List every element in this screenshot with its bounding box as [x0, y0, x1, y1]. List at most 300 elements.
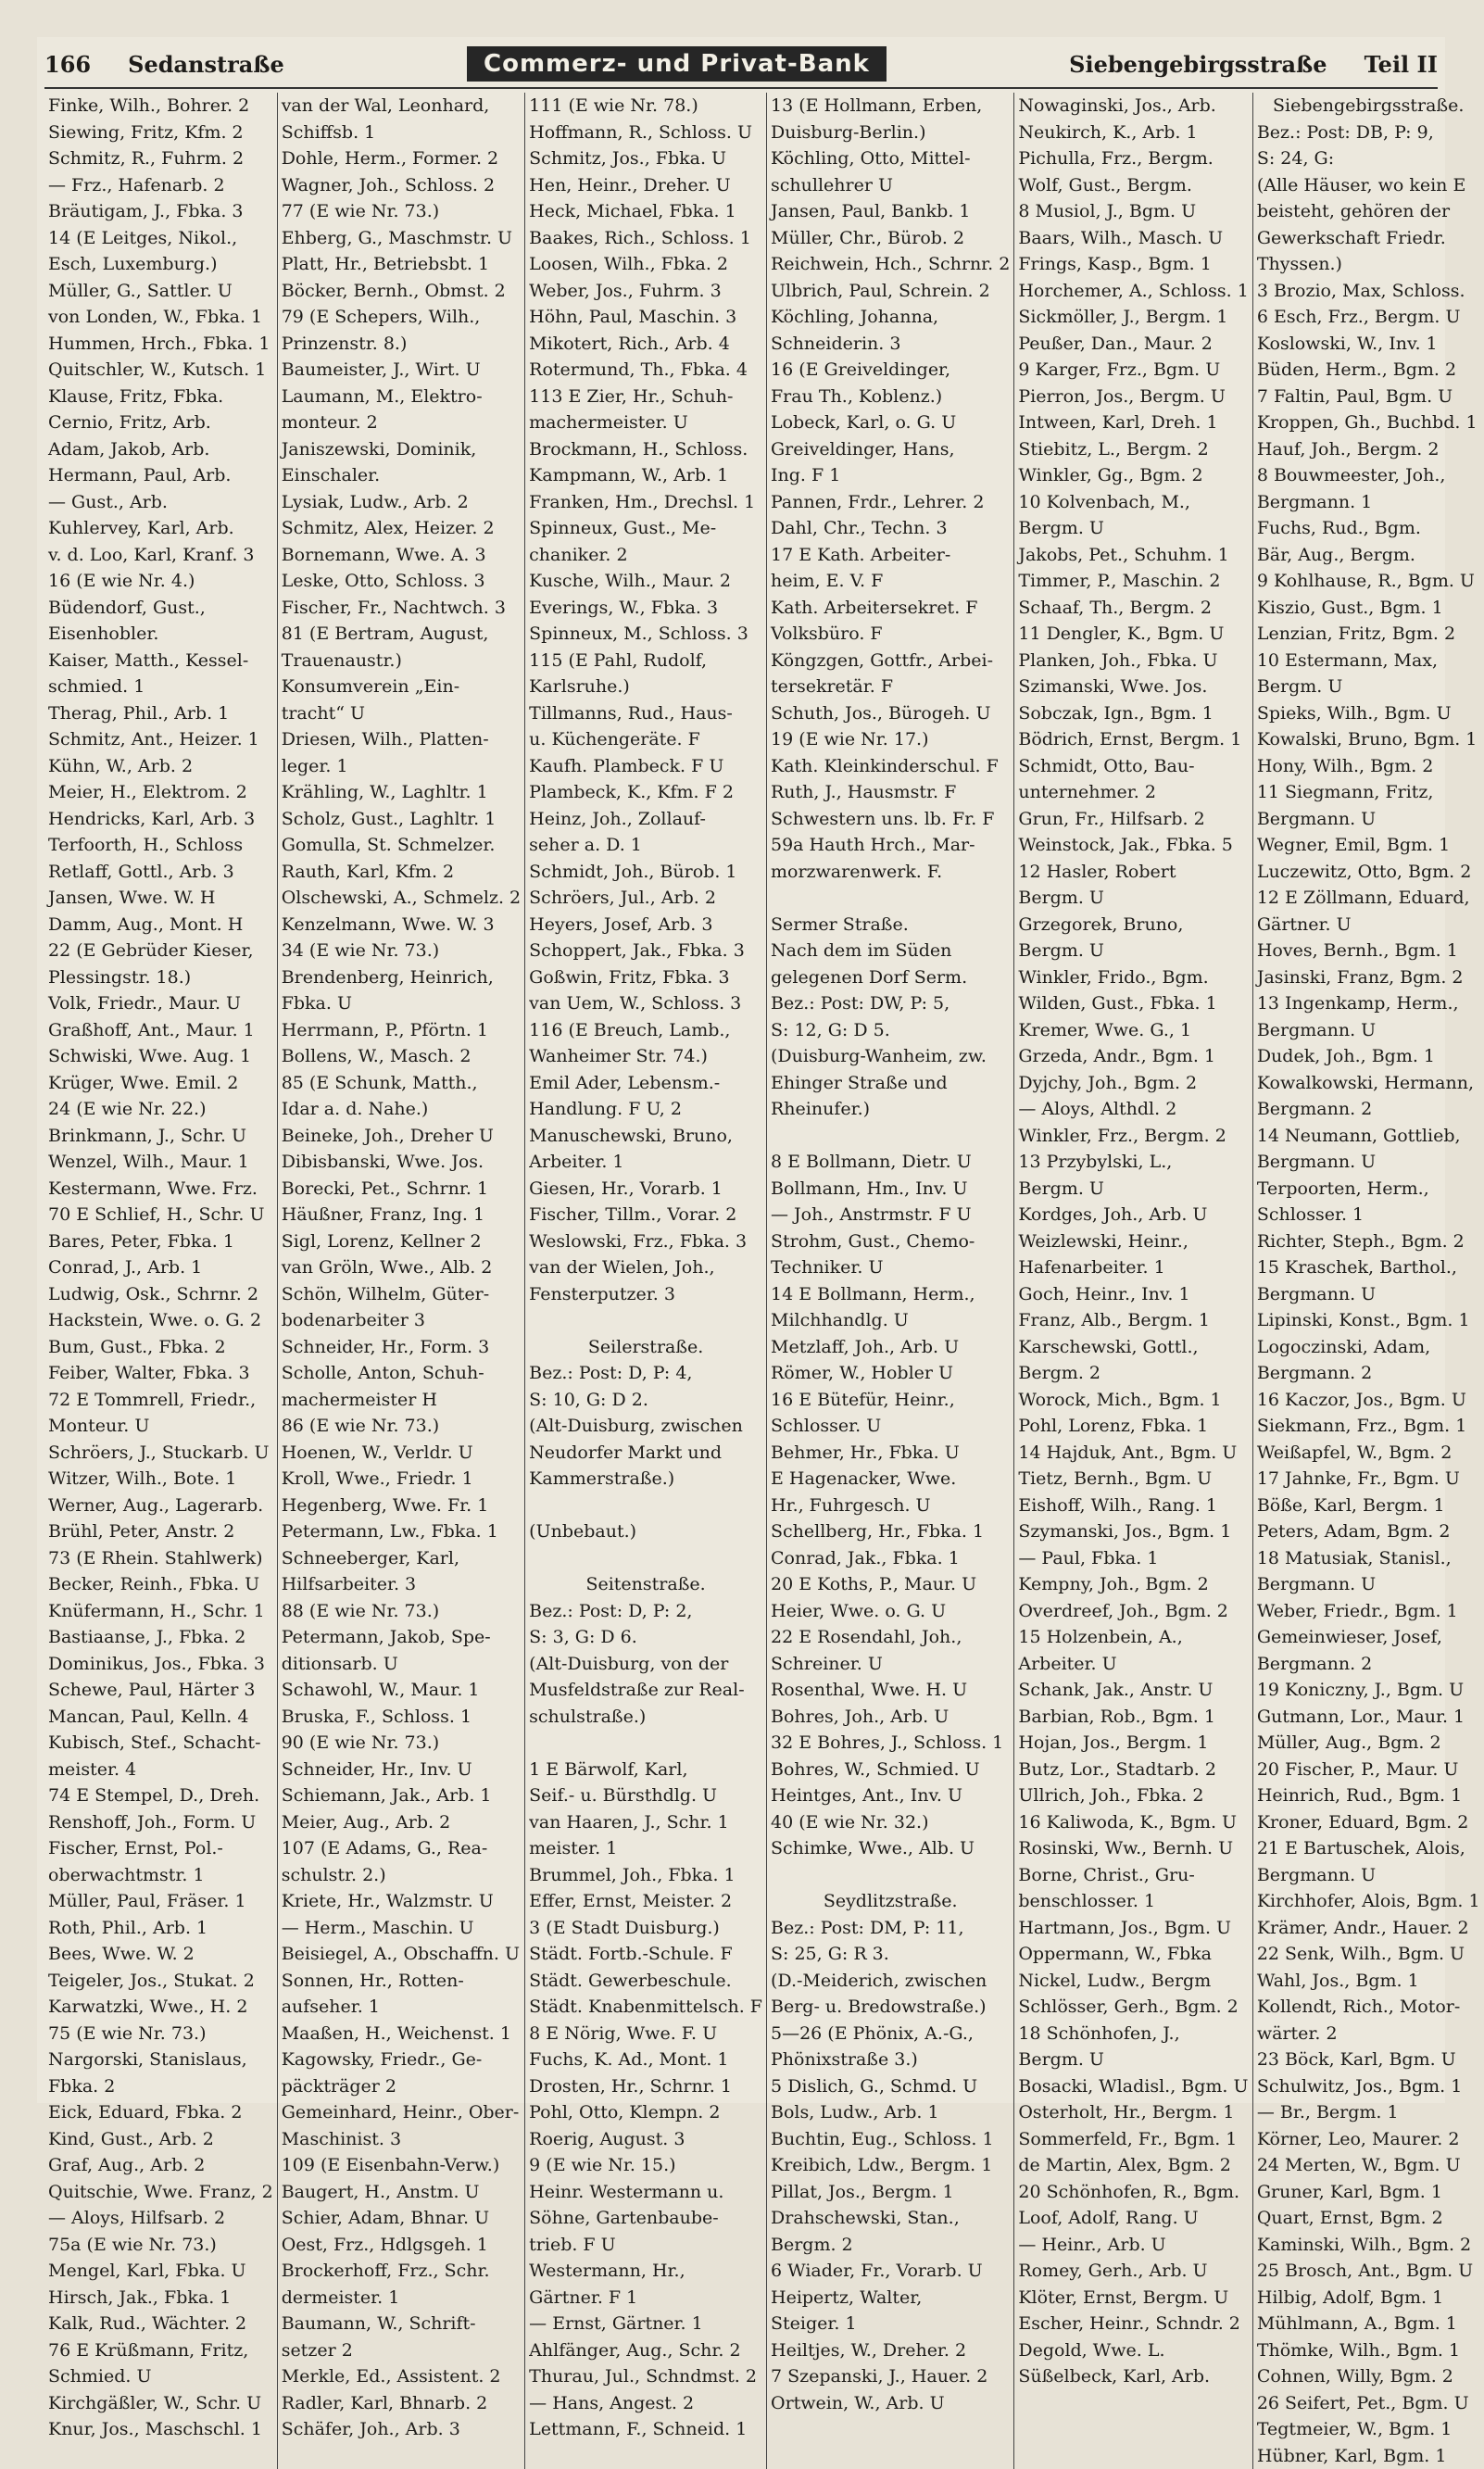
directory-entry: Lysiak, Ludw., Arb. 2: [282, 489, 521, 516]
directory-entry: Fischer, Ernst, Pol.-: [48, 1835, 273, 1862]
directory-entry: Schier, Adam, Bhnar. U: [282, 2205, 521, 2232]
directory-entry: Schröers, J., Stuckarb. U: [48, 1440, 273, 1467]
directory-entry: Reichwein, Hch., Schrnr. 2: [771, 251, 1010, 278]
directory-entry: Beineke, Joh., Dreher U: [282, 1123, 521, 1150]
directory-entry: 18 Matusiak, Stanisl.,: [1257, 1545, 1480, 1572]
directory-entry: Richter, Steph., Bgm. 2: [1257, 1228, 1480, 1255]
directory-entry: 16 E Bütefür, Heinr.,: [771, 1387, 1010, 1414]
directory-entry: Krüger, Wwe. Emil. 2: [48, 1070, 273, 1097]
directory-entry: van der Wal, Leonhard,: [282, 93, 521, 120]
directory-entry: Kirchhofer, Alois, Bgm. 1: [1257, 1888, 1480, 1915]
directory-entry: 1 E Bärwolf, Karl,: [529, 1757, 762, 1783]
directory-entry: Retlaff, Gottl., Arb. 3: [48, 859, 273, 886]
directory-entry: Petermann, Jakob, Spe-: [282, 1624, 521, 1651]
directory-entry: Werner, Aug., Lagerarb.: [48, 1493, 273, 1519]
directory-entry: Teigeler, Jos., Stukat. 2: [48, 1968, 273, 1995]
directory-entry: Baumann, W., Schrift-: [282, 2311, 521, 2337]
directory-entry: Nickel, Ludw., Bergm: [1018, 1968, 1248, 1995]
directory-entry: Klause, Fritz, Fbka.: [48, 384, 273, 410]
directory-entry: Gärtner. F 1: [529, 2285, 762, 2312]
directory-entry: 24 (E wie Nr. 22.): [48, 1096, 273, 1123]
directory-entry: Schneiderin. 3: [771, 331, 1010, 358]
directory-entry: Franken, Hm., Drechsl. 1: [529, 489, 762, 516]
directory-entry: Ehinger Straße und: [771, 1070, 1010, 1097]
directory-entry: Seydlitzstraße.: [771, 1888, 1010, 1915]
directory-entry: Szymanski, Jos., Bgm. 1: [1018, 1518, 1248, 1545]
directory-entry: Fuchs, K. Ad., Mont. 1: [529, 2047, 762, 2073]
directory-entry: Nowaginski, Jos., Arb.: [1018, 93, 1248, 120]
directory-entry: Kriete, Hr., Walzmstr. U: [282, 1888, 521, 1915]
directory-entry: Roth, Phil., Arb. 1: [48, 1915, 273, 1942]
directory-entry: Römer, W., Hobler U: [771, 1360, 1010, 1387]
directory-entry: 21 E Bartuschek, Alois,: [1257, 1835, 1480, 1862]
directory-entry: 11 Dengler, K., Bgm. U: [1018, 621, 1248, 648]
directory-entry: Sonnen, Hr., Rotten-: [282, 1968, 521, 1995]
directory-entry: Hilfsarbeiter. 3: [282, 1571, 521, 1598]
directory-entry: Kestermann, Wwe. Frz.: [48, 1176, 273, 1203]
directory-entry: Kammerstraße.): [529, 1466, 762, 1493]
directory-entry: Schmitz, Ant., Heizer. 1: [48, 726, 273, 753]
directory-entry: — Heinr., Arb. U: [1018, 2232, 1248, 2259]
part-label: Teil II: [1365, 51, 1438, 78]
directory-entry: Mengel, Karl, Fbka. U: [48, 2258, 273, 2285]
directory-entry: Luczewitz, Otto, Bgm. 2: [1257, 859, 1480, 886]
directory-entry: Städt. Fortb.-Schule. F: [529, 1941, 762, 1968]
directory-entry: Wanheimer Str. 74.): [529, 1043, 762, 1070]
directory-entry: 25 Brosch, Ant., Bgm. U: [1257, 2258, 1480, 2285]
directory-entry: 10 Kolvenbach, M.,: [1018, 489, 1248, 516]
directory-entry: Baumeister, J., Wirt. U: [282, 357, 521, 384]
directory-column-4: [767, 93, 1014, 2469]
directory-entry: Jansen, Paul, Bankb. 1: [771, 198, 1010, 225]
directory-entry: Bergm. 2: [1018, 1360, 1248, 1387]
directory-entry: Weißapfel, W., Bgm. 2: [1257, 1440, 1480, 1467]
directory-entry: Stiebitz, L., Bergm. 2: [1018, 436, 1248, 463]
directory-entry: Ulbrich, Paul, Schrein. 2: [771, 278, 1010, 305]
directory-entry: Gomulla, St. Schmelzer.: [282, 832, 521, 859]
directory-entry: Heiltjes, W., Dreher. 2: [771, 2337, 1010, 2364]
directory-entry: 22 (E Gebrüder Kieser,: [48, 938, 273, 964]
directory-entry: 18 Schönhofen, J.,: [1018, 2021, 1248, 2047]
directory-entry: Böße, Karl, Bergm. 1: [1257, 1493, 1480, 1519]
bank-banner: Commerz- und Privat-Bank: [467, 46, 887, 82]
directory-entry: Phönixstraße 3.): [771, 2047, 1010, 2073]
directory-entry: Sermer Straße.: [771, 912, 1010, 938]
directory-entry: Heinr. Westermann u.: [529, 2179, 762, 2206]
directory-entry: Hackstein, Wwe. o. G. 2: [48, 1307, 273, 1334]
directory-entry: Goßwin, Fritz, Fbka. 3: [529, 964, 762, 991]
directory-entry: Köchling, Otto, Mittel-: [771, 145, 1010, 172]
directory-entry: 79 (E Schepers, Wilh.,: [282, 304, 521, 331]
directory-entry: S: 3, G: D 6.: [529, 1624, 762, 1651]
directory-entry: Schmidt, Otto, Bau-: [1018, 753, 1248, 780]
directory-entry: — Ernst, Gärtner. 1: [529, 2311, 762, 2337]
directory-entry: Heinz, Joh., Zollauf-: [529, 806, 762, 833]
directory-entry: Rosinski, Ww., Bernh. U: [1018, 1835, 1248, 1862]
directory-entry: — Br., Bergm. 1: [1257, 2099, 1480, 2126]
directory-entry: S: 24, G:: [1257, 145, 1480, 172]
directory-entry: Heck, Michael, Fbka. 1: [529, 198, 762, 225]
directory-entry: chaniker. 2: [529, 542, 762, 569]
directory-entry: 75a (E wie Nr. 73.): [48, 2232, 273, 2259]
directory-entry: Bornemann, Wwe. A. 3: [282, 542, 521, 569]
directory-entry: Finke, Wilh., Bohrer. 2: [48, 93, 273, 120]
directory-entry: Kiszio, Gust., Bgm. 1: [1257, 595, 1480, 622]
directory-entry: [529, 1730, 762, 1757]
directory-column-1: [44, 93, 278, 2469]
directory-entry: Schiffsb. 1: [282, 120, 521, 146]
directory-entry: machermeister H: [282, 1387, 521, 1414]
directory-entry: Westermann, Hr.,: [529, 2258, 762, 2285]
directory-entry: Becker, Reinh., Fbka. U: [48, 1571, 273, 1598]
directory-entry: 14 Hajduk, Ant., Bgm. U: [1018, 1440, 1248, 1467]
directory-entry: machermeister. U: [529, 409, 762, 436]
directory-entry: Beisiegel, A., Obschaffn. U: [282, 1941, 521, 1968]
directory-entry: setzer 2: [282, 2337, 521, 2364]
directory-entry: Fuchs, Rud., Bgm.: [1257, 515, 1480, 542]
directory-entry: Frings, Kasp., Bgm. 1: [1018, 251, 1248, 278]
directory-entry: Einschaler.: [282, 462, 521, 489]
directory-entry: Adam, Jakob, Arb.: [48, 436, 273, 463]
directory-entry: van Gröln, Wwe., Alb. 2: [282, 1254, 521, 1281]
directory-entry: 6 Esch, Frz., Bergm. U: [1257, 304, 1480, 331]
directory-entry: Bergm. U: [1018, 1176, 1248, 1203]
directory-entry: Oest, Frz., Hdlgsgeh. 1: [282, 2232, 521, 2259]
directory-entry: Fischer, Fr., Nachtwch. 3: [282, 595, 521, 622]
directory-entry: Krämer, Andr., Hauer. 2: [1257, 1915, 1480, 1942]
directory-entry: Sickmöller, J., Bergm. 1: [1018, 304, 1248, 331]
directory-entry: Kuhlervey, Karl, Arb.: [48, 515, 273, 542]
directory-entry: Bräutigam, J., Fbka. 3: [48, 198, 273, 225]
directory-entry: 7 Szepanski, J., Hauer. 2: [771, 2363, 1010, 2390]
directory-entry: Worock, Mich., Bgm. 1: [1018, 1387, 1248, 1414]
directory-entry: (Unbebaut.): [529, 1518, 762, 1545]
directory-entry: Kroll, Wwe., Friedr. 1: [282, 1466, 521, 1493]
directory-entry: Heier, Wwe. o. G. U: [771, 1598, 1010, 1625]
directory-entry: Timmer, P., Maschin. 2: [1018, 568, 1248, 595]
directory-entry: Schank, Jak., Anstr. U: [1018, 1677, 1248, 1704]
directory-entry: Hony, Wilh., Bgm. 2: [1257, 753, 1480, 780]
left-street-title: Sedanstraße: [128, 51, 284, 78]
directory-entry: Rauth, Karl, Kfm. 2: [282, 859, 521, 886]
directory-entry: Terpoorten, Herm.,: [1257, 1176, 1480, 1203]
directory-entry: Jansen, Wwe. W. H: [48, 885, 273, 912]
directory-entry: Franz, Alb., Bergm. 1: [1018, 1307, 1248, 1334]
directory-entry: schulstr. 2.): [282, 1862, 521, 1889]
directory-entry: Kroppen, Gh., Buchbd. 1: [1257, 409, 1480, 436]
header-left: [44, 51, 284, 78]
directory-entry: Duisburg-Berlin.): [771, 120, 1010, 146]
directory-entry: Hen, Heinr., Dreher. U: [529, 172, 762, 199]
directory-entry: Eisenhobler.: [48, 621, 273, 648]
directory-entry: Winkler, Frz., Bergm. 2: [1018, 1123, 1248, 1150]
directory-entry: Borecki, Pet., Schrnr. 1: [282, 1176, 521, 1203]
directory-entry: Gärtner. U: [1257, 912, 1480, 938]
directory-entry: Bergm. U: [1257, 674, 1480, 700]
directory-entry: Bergmann. 1: [1257, 489, 1480, 516]
directory-entry: Kühn, W., Arb. 2: [48, 753, 273, 780]
directory-entry: Pillat, Jos., Bergm. 1: [771, 2179, 1010, 2206]
directory-entry: Schlosser. 1: [1257, 1202, 1480, 1228]
directory-entry: Thyssen.): [1257, 251, 1480, 278]
directory-entry: Kaminski, Wilh., Bgm. 2: [1257, 2232, 1480, 2259]
right-street-title: Siebengebirgsstraße: [1069, 51, 1327, 78]
directory-entry: 88 (E wie Nr. 73.): [282, 1598, 521, 1625]
directory-entry: Hirsch, Jak., Fbka. 1: [48, 2285, 273, 2312]
directory-entry: 115 (E Pahl, Rudolf,: [529, 648, 762, 674]
directory-entry: van Uem, W., Schloss. 3: [529, 990, 762, 1017]
directory-entry: Bares, Peter, Fbka. 1: [48, 1228, 273, 1255]
directory-entry: 20 Fischer, P., Maur. U: [1257, 1757, 1480, 1783]
directory-entry: Thurau, Jul., Schndmst. 2: [529, 2363, 762, 2390]
directory-entry: Müller, G., Sattler. U: [48, 278, 273, 305]
directory-entry: Schneider, Hr., Inv. U: [282, 1757, 521, 1783]
directory-entry: Grzeda, Andr., Bgm. 1: [1018, 1043, 1248, 1070]
directory-entry: — Herm., Maschin. U: [282, 1915, 521, 1942]
directory-entry: Barbian, Rob., Bgm. 1: [1018, 1704, 1248, 1731]
directory-entry: Dibisbanski, Wwe. Jos.: [282, 1149, 521, 1176]
directory-entry: Wolf, Gust., Bergm.: [1018, 172, 1248, 199]
directory-entry: 109 (E Eisenbahn-Verw.): [282, 2152, 521, 2179]
directory-entry: 13 Ingenkamp, Herm.,: [1257, 990, 1480, 1017]
directory-entry: Müller, Chr., Bürob. 2: [771, 225, 1010, 252]
directory-entry: Rotermund, Th., Fbka. 4: [529, 357, 762, 384]
directory-entry: Feiber, Walter, Fbka. 3: [48, 1360, 273, 1387]
directory-column-3: [525, 93, 767, 2469]
directory-entry: Bez.: Post: DW, P: 5,: [771, 990, 1010, 1017]
directory-entry: Hermann, Paul, Arb.: [48, 462, 273, 489]
directory-entry: Petermann, Lw., Fbka. 1: [282, 1518, 521, 1545]
directory-entry: Romey, Gerh., Arb. U: [1018, 2258, 1248, 2285]
directory-entry: meister. 4: [48, 1757, 273, 1783]
directory-entry: 5 Dislich, G., Schmd. U: [771, 2073, 1010, 2100]
directory-entry: Escher, Heinr., Schndr. 2: [1018, 2311, 1248, 2337]
directory-entry: Bergm. 2: [771, 2232, 1010, 2259]
directory-entry: Wenzel, Wilh., Maur. 1: [48, 1149, 273, 1176]
directory-entry: 8 E Nörig, Wwe. F. U: [529, 2021, 762, 2047]
directory-entry: Baars, Wilh., Masch. U: [1018, 225, 1248, 252]
directory-entry: Bollmann, Hm., Inv. U: [771, 1176, 1010, 1203]
directory-entry: Weslowski, Frz., Fbka. 3: [529, 1228, 762, 1255]
directory-entry: Fensterputzer. 3: [529, 1281, 762, 1308]
directory-entry: Siekmann, Frz., Bgm. 1: [1257, 1413, 1480, 1440]
directory-entry: Ludwig, Osk., Schrnr. 2: [48, 1281, 273, 1308]
directory-entry: meister. 1: [529, 1835, 762, 1862]
directory-entry: 19 Koniczny, J., Bgm. U: [1257, 1677, 1480, 1704]
directory-entry: Neukirch, K., Arb. 1: [1018, 120, 1248, 146]
directory-entry: Buchtin, Eug., Schloss. 1: [771, 2126, 1010, 2153]
directory-entry: Esch, Luxemburg.): [48, 251, 273, 278]
directory-entry: Bergm. U: [1018, 2047, 1248, 2073]
directory-entry: 16 Kaliwoda, K., Bgm. U: [1018, 1809, 1248, 1836]
directory-entry: Therag, Phil., Arb. 1: [48, 700, 273, 727]
directory-entry: 59a Hauth Hrch., Mar-: [771, 832, 1010, 859]
directory-entry: Milchhandlg. U: [771, 1307, 1010, 1334]
directory-entry: Ahlfänger, Aug., Schr. 2: [529, 2337, 762, 2364]
directory-entry: Janiszewski, Dominik,: [282, 436, 521, 463]
directory-entry: Degold, Wwe. L.: [1018, 2337, 1248, 2364]
directory-entry: Musfeldstraße zur Real-: [529, 1677, 762, 1704]
directory-entry: 74 E Stempel, D., Dreh.: [48, 1782, 273, 1809]
directory-entry: 70 E Schlief, H., Schr. U: [48, 1202, 273, 1228]
directory-entry: Ehberg, G., Maschmstr. U: [282, 225, 521, 252]
directory-entry: Gewerkschaft Friedr.: [1257, 225, 1480, 252]
directory-entry: Hauf, Joh., Bergm. 2: [1257, 436, 1480, 463]
directory-entry: Kremer, Wwe. G., 1: [1018, 1017, 1248, 1044]
directory-entry: Kaufh. Plambeck. F U: [529, 753, 762, 780]
directory-entry: Jakobs, Pet., Schuhm. 1: [1018, 542, 1248, 569]
directory-entry: Maschinist. 3: [282, 2126, 521, 2153]
directory-entry: Dudek, Joh., Bgm. 1: [1257, 1043, 1480, 1070]
directory-entry: Handlung. F U, 2: [529, 1096, 762, 1123]
directory-entry: Schuth, Jos., Bürogeh. U: [771, 700, 1010, 727]
directory-entry: Quitschie, Wwe. Franz, 2: [48, 2179, 273, 2206]
directory-entry: Köngzgen, Gottfr., Arbei-: [771, 648, 1010, 674]
directory-entry: Bez.: Post: DB, P: 9,: [1257, 120, 1480, 146]
directory-entry: 107 (E Adams, G., Rea-: [282, 1835, 521, 1862]
directory-entry: Sobczak, Ign., Bgm. 1: [1018, 700, 1248, 727]
directory-entry: Plessingstr. 18.): [48, 964, 273, 991]
directory-entry: Dohle, Herm., Former. 2: [282, 145, 521, 172]
directory-entry: Müller, Paul, Fräser. 1: [48, 1888, 273, 1915]
directory-entry: — Paul, Fbka. 1: [1018, 1545, 1248, 1572]
directory-entry: Leske, Otto, Schloss. 3: [282, 568, 521, 595]
directory-entry: Behmer, Hr., Fbka. U: [771, 1440, 1010, 1467]
directory-entry: Schmitz, R., Fuhrm. 2: [48, 145, 273, 172]
directory-entry: Weber, Jos., Fuhrm. 3: [529, 278, 762, 305]
directory-entry: Städt. Knabenmittelsch. F: [529, 1994, 762, 2021]
directory-entry: Häußner, Franz, Ing. 1: [282, 1202, 521, 1228]
directory-entry: Schewe, Paul, Härter 3: [48, 1677, 273, 1704]
directory-entry: Terfoorth, H., Schloss: [48, 832, 273, 859]
directory-entry: S: 25, G: R 3.: [771, 1941, 1010, 1968]
directory-entry: 9 (E wie Nr. 15.): [529, 2152, 762, 2179]
directory-entry: Sommerfeld, Fr., Bgm. 1: [1018, 2126, 1248, 2153]
directory-entry: Wagner, Joh., Schloss. 2: [282, 172, 521, 199]
directory-entry: Damm, Aug., Mont. H: [48, 912, 273, 938]
directory-entry: Drosten, Hr., Schrnr. 1: [529, 2073, 762, 2100]
directory-entry: Konsumverein „Ein-: [282, 674, 521, 700]
directory-entry: Brockerhoff, Frz., Schr.: [282, 2258, 521, 2285]
directory-entry: — Frz., Hafenarb. 2: [48, 172, 273, 199]
directory-entry: Peters, Adam, Bgm. 2: [1257, 1518, 1480, 1545]
page-header: [44, 43, 1438, 85]
directory-entry: Bez.: Post: D, P: 4,: [529, 1360, 762, 1387]
directory-entry: Schmied. U: [48, 2363, 273, 2390]
directory-entry: Drahschewski, Stan.,: [771, 2205, 1010, 2232]
directory-entry: 13 Przybylski, L.,: [1018, 1149, 1248, 1176]
directory-entry: [529, 1545, 762, 1572]
directory-entry: Gutmann, Lor., Maur. 1: [1257, 1704, 1480, 1731]
directory-entry: Winkler, Frido., Bgm.: [1018, 964, 1248, 991]
directory-entry: 22 E Rosendahl, Joh.,: [771, 1624, 1010, 1651]
directory-entry: — Aloys, Hilfsarb. 2: [48, 2205, 273, 2232]
directory-entry: Emil Ader, Lebensm.-: [529, 1070, 762, 1097]
directory-entry: 5—26 (E Phönix, A.-G.,: [771, 2021, 1010, 2047]
directory-entry: Schwestern uns. lb. Fr. F: [771, 806, 1010, 833]
directory-entry: (Alt-Duisburg, von der: [529, 1651, 762, 1678]
directory-entry: Kirchgäßler, W., Schr. U: [48, 2390, 273, 2417]
directory-entry: Berg- u. Bredowstraße.): [771, 1994, 1010, 2021]
directory-entry: Schneider, Hr., Form. 3: [282, 1334, 521, 1361]
directory-entry: 17 E Kath. Arbeiter-: [771, 542, 1010, 569]
directory-entry: Effer, Ernst, Meister. 2: [529, 1888, 762, 1915]
directory-entry: Weber, Friedr., Bgm. 1: [1257, 1598, 1480, 1625]
directory-entry: Bergm. U: [1018, 515, 1248, 542]
directory-entry: Schmitz, Alex, Heizer. 2: [282, 515, 521, 542]
directory-entry: 32 E Bohres, J., Schloss. 1: [771, 1730, 1010, 1757]
directory-entry: Bergm. U: [1018, 885, 1248, 912]
directory-entry: Hendricks, Karl, Arb. 3: [48, 806, 273, 833]
directory-entry: Manuschewski, Bruno,: [529, 1123, 762, 1150]
directory-entry: Schiemann, Jak., Arb. 1: [282, 1782, 521, 1809]
directory-page: [37, 37, 1445, 2103]
directory-entry: Koslowski, W., Inv. 1: [1257, 331, 1480, 358]
directory-entry: Fischer, Tillm., Vorar. 2: [529, 1202, 762, 1228]
directory-entry: bodenarbeiter 3: [282, 1307, 521, 1334]
directory-entry: Wilden, Gust., Fbka. 1: [1018, 990, 1248, 1017]
directory-entry: Radler, Karl, Bhnarb. 2: [282, 2390, 521, 2417]
directory-entry: Heyers, Josef, Arb. 3: [529, 912, 762, 938]
directory-entry: Wegner, Emil, Bgm. 1: [1257, 832, 1480, 859]
directory-entry: Arbeiter. 1: [529, 1149, 762, 1176]
directory-entry: Graßhoff, Ant., Maur. 1: [48, 1017, 273, 1044]
directory-entry: tersekretär. F: [771, 674, 1010, 700]
directory-entry: beisteht, gehören der: [1257, 198, 1480, 225]
directory-entry: Schulwitz, Jos., Bgm. 1: [1257, 2073, 1480, 2100]
directory-column-6: [1253, 93, 1484, 2469]
directory-entry: van Haaren, J., Schr. 1: [529, 1809, 762, 1836]
directory-entry: Oppermann, W., Fbka: [1018, 1941, 1248, 1968]
directory-entry: 9 Karger, Frz., Bgm. U: [1018, 357, 1248, 384]
directory-entry: Plambeck, K., Kfm. F 2: [529, 779, 762, 806]
directory-entry: von Londen, W., Fbka. 1: [48, 304, 273, 331]
directory-entry: 9 Kohlhause, R., Bgm. U: [1257, 568, 1480, 595]
directory-entry: Bergmann. U: [1257, 1862, 1480, 1889]
directory-entry: Hilbig, Adolf, Bgm. 1: [1257, 2285, 1480, 2312]
directory-entry: Spinneux, M., Schloss. 3: [529, 621, 762, 648]
directory-entry: Szimanski, Wwe. Jos.: [1018, 674, 1248, 700]
directory-entry: 12 Hasler, Robert: [1018, 859, 1248, 886]
directory-entry: 7 Faltin, Paul, Bgm. U: [1257, 384, 1480, 410]
directory-entry: Cohnen, Willy, Bgm. 2: [1257, 2363, 1480, 2390]
directory-entry: Overdreef, Joh., Bgm. 2: [1018, 1598, 1248, 1625]
directory-entry: Hojan, Jos., Bergm. 1: [1018, 1730, 1248, 1757]
directory-entry: Dahl, Chr., Techn. 3: [771, 515, 1010, 542]
directory-entry: heim, E. V. F: [771, 568, 1010, 595]
directory-entry: Roerig, August. 3: [529, 2126, 762, 2153]
directory-entry: Bez.: Post: DM, P: 11,: [771, 1915, 1010, 1942]
header-right: [1069, 51, 1438, 78]
directory-entry: Quart, Ernst, Bgm. 2: [1257, 2205, 1480, 2232]
directory-entry: 34 (E wie Nr. 73.): [282, 938, 521, 964]
directory-entry: Volksbüro. F: [771, 621, 1010, 648]
directory-entry: (D.-Meiderich, zwischen: [771, 1968, 1010, 1995]
directory-entry: Lettmann, F., Schneid. 1: [529, 2416, 762, 2443]
directory-entry: Brinkmann, J., Schr. U: [48, 1123, 273, 1150]
directory-entry: Idar a. d. Nahe.): [282, 1096, 521, 1123]
directory-entry: Bergmann. 2: [1257, 1651, 1480, 1678]
directory-entry: 24 Merten, W., Bgm. U: [1257, 2152, 1480, 2179]
directory-entry: gelegenen Dorf Serm.: [771, 964, 1010, 991]
directory-entry: Seilerstraße.: [529, 1334, 762, 1361]
directory-entry: Brummel, Joh., Fbka. 1: [529, 1862, 762, 1889]
directory-entry: Schäfer, Joh., Arb. 3: [282, 2416, 521, 2443]
directory-entry: Kagowsky, Friedr., Ge-: [282, 2047, 521, 2073]
directory-entry: Pohl, Otto, Klempn. 2: [529, 2099, 762, 2126]
directory-entry: Rosenthal, Wwe. H. U: [771, 1677, 1010, 1704]
directory-entry: Baugert, H., Anstm. U: [282, 2179, 521, 2206]
